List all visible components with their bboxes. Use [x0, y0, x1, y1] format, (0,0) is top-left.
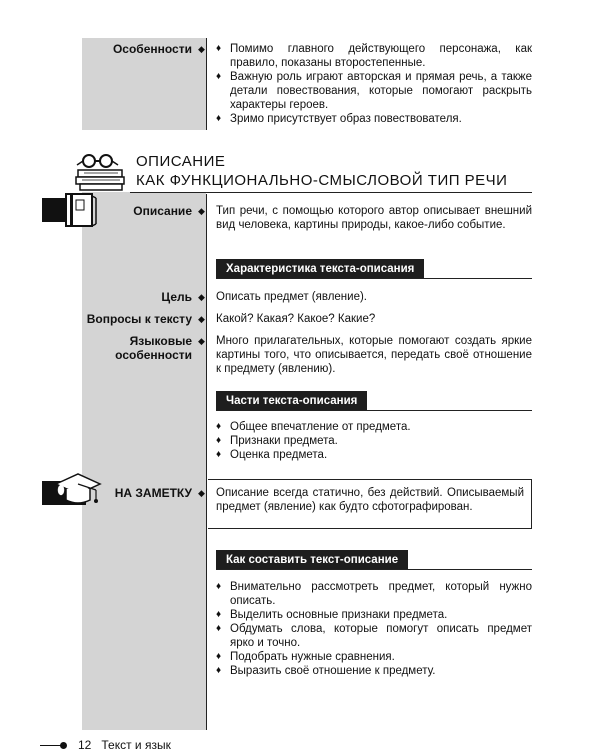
bullet-connector: ◆ [198, 44, 205, 54]
vertical-rule-main [206, 194, 207, 730]
heading-rule [216, 569, 532, 570]
margin-strip-main [82, 192, 206, 730]
language-text: Много прилагательных, которые помогают создать яркие картины того, что описывается, передать своё отношение к предмету (явлению). [216, 335, 532, 375]
vertical-rule-top [206, 38, 207, 130]
bullet-connector: ◆ [198, 206, 205, 216]
heading-rule [216, 410, 532, 411]
description-text: Тип речи, с помощью которого автор описывает внешний вид человека, картины природы, какое-либо событие. [216, 205, 532, 231]
bullet-connector: ◆ [198, 488, 205, 498]
footer-bullet [60, 742, 67, 749]
bullet-connector: ◆ [198, 314, 205, 324]
howto-item: ♦ Выделить основные признаки предмета. [216, 608, 532, 622]
language-label [115, 334, 192, 362]
note-text: Описание всегда статично, без действий. Описываемый предмет (явление) как будто сфотографирован. [216, 487, 524, 513]
features-list [216, 42, 532, 126]
book-icon [64, 190, 98, 230]
questions-text: Какой? Какая? Какое? Какие? [216, 313, 376, 325]
footer [78, 738, 171, 750]
section-title [136, 152, 507, 190]
features-item: ♦ Зримо присутствует образ повествователя. [216, 112, 532, 126]
parts-heading: Части текста-описания [216, 391, 367, 411]
parts-item: ♦ Общее впечатление от предмета. [216, 420, 532, 434]
glasses-books-icon [74, 152, 128, 192]
page-number: 12 [78, 738, 92, 750]
section-title-line2: КАК ФУНКЦИОНАЛЬНО-СМЫСЛОВОЙ ТИП РЕЧИ [136, 172, 508, 189]
goal-label: Цель [161, 290, 192, 304]
parts-item: ♦ Признаки предмета. [216, 434, 532, 448]
description-label: Описание [133, 204, 192, 218]
features-label: Особенности [112, 42, 192, 56]
howto-list [216, 580, 532, 678]
bullet-connector: ◆ [198, 336, 205, 346]
footer-rule [40, 745, 62, 746]
note-label: НА ЗАМЕТКУ [114, 486, 192, 500]
heading-rule [216, 278, 532, 279]
parts-item: ♦ Оценка предмета. [216, 448, 532, 462]
bullet-connector: ◆ [198, 292, 205, 302]
goal-text: Описать предмет (явление). [216, 291, 368, 303]
footer-title: Текст и язык [101, 738, 171, 750]
howto-item: ♦ Обдумать слова, которые помогут описать предмет ярко и точно. [216, 622, 532, 650]
characteristics-heading: Характеристика текста-описания [216, 259, 424, 279]
howto-item: ♦ Подобрать нужные сравнения. [216, 650, 532, 664]
howto-heading: Как составить текст-описание [216, 550, 408, 570]
graduation-cap-icon [52, 470, 104, 510]
section-title-line1: ОПИСАНИЕ [136, 153, 226, 170]
features-item: ♦ Помимо главного действующего персонажа, как правило, показаны второстепенные. [216, 42, 532, 70]
howto-item: ♦ Выразить своё отношение к предмету. [216, 664, 532, 678]
features-item: ♦ Важную роль играют авторская и прямая речь, а также детали повествования, которые помогают раскрыть характеры героев. [216, 70, 532, 112]
language-label-line2: особенности [115, 348, 192, 362]
title-underline [130, 192, 532, 193]
howto-item: ♦ Внимательно рассмотреть предмет, который нужно описать. [216, 580, 532, 608]
parts-list [216, 420, 532, 462]
questions-label: Вопросы к тексту [86, 312, 192, 326]
language-label-line1: Языковые [129, 334, 192, 348]
